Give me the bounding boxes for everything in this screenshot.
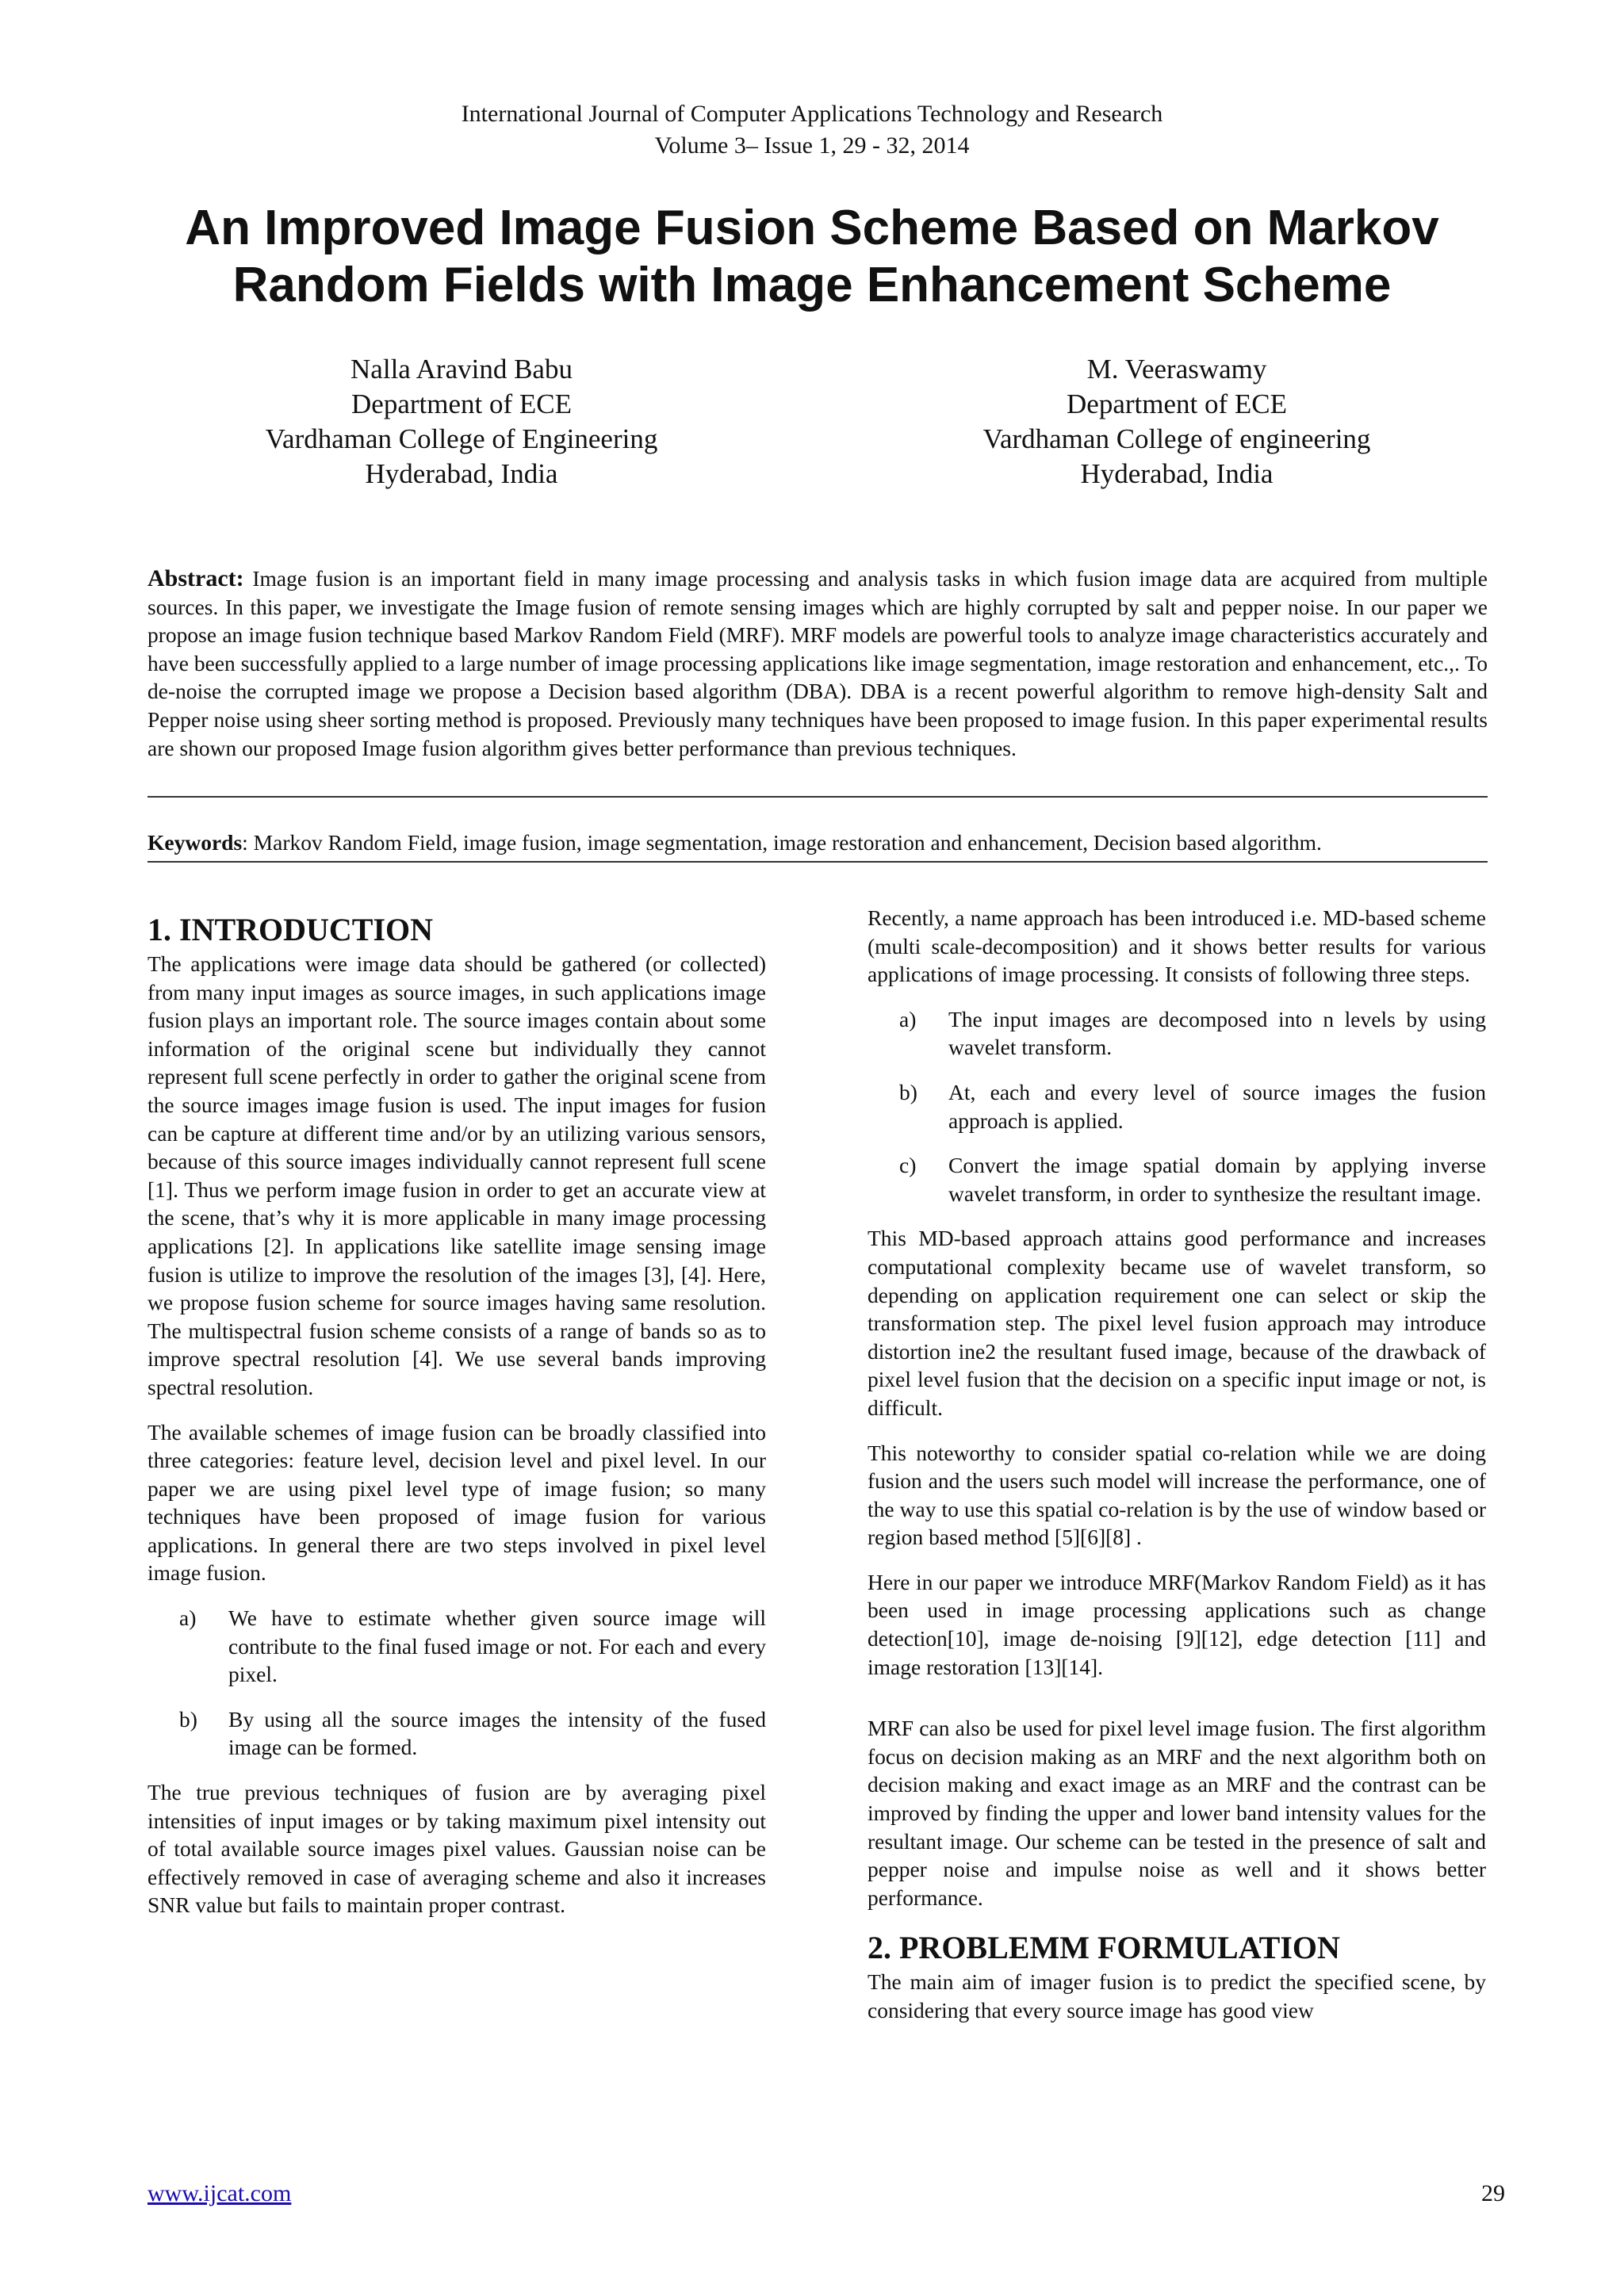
author-department: Department of ECE: [351, 388, 572, 419]
list-item: [868, 1005, 1486, 1062]
author-college: Vardhaman College of engineering: [982, 423, 1371, 454]
keywords-text: : Markov Random Field, image fusion, image segmentation, image restoration and enhancement, Decision based algorithm.: [242, 830, 1322, 855]
keywords-label: Keywords: [147, 830, 243, 855]
author-college: Vardhaman College of Engineering: [265, 423, 658, 454]
list-marker: c): [899, 1153, 917, 1178]
journal-website-link[interactable]: www.ijcat.com: [147, 2180, 292, 2206]
abstract-divider: [147, 796, 1488, 798]
intro-paragraph-2: The available schemes of image fusion can be broadly classified into three categories: feature level, decision level and pixel level. In our paper we are using pixel level type of image fusion; so many techniques have been proposed of image fusion for various applications. In general there are two steps involved in pixel level image fusion.: [147, 1419, 766, 1586]
left-column: [147, 910, 766, 1936]
list-marker: a): [899, 1006, 917, 1031]
right-paragraph-3: This noteworthy to consider spatial co-relation while we are doing fusion and the users such model will increase the performance, one of the way to use this spatial co-relation is by the use of window based or region based method [5][6][8] .: [868, 1440, 1486, 1550]
abstract: [147, 564, 1488, 762]
journal-volume: Volume 3– Issue 1, 29 - 32, 2014: [654, 132, 970, 159]
section-heading-problem-formulation: 2. PROBLEMM FORMULATION: [868, 1930, 1340, 1966]
page-number: 29: [1481, 2180, 1505, 2206]
abstract-text: Image fusion is an important field in many image processing and analysis tasks in which fusion image data are acquired from multiple sources. In this paper, we investigate the Image fusion of remote sensing images which are highly corrupted by salt and pepper noise. In our paper we propose an image fusion technique based Markov Random Field (MRF). MRF models are powerful tools to analyze image characteristics accurately and have been successfully applied to a large number of image processing applications like image segmentation, image restoration and enhancement, etc.,. To de-noise the corrupted image we propose a Decision based algorithm (DBA). DBA is a recent powerful algorithm to remove high-density Salt and Pepper noise using sheer sorting method is proposed. Previously many techniques have been proposed to image fusion. In this paper experimental results are shown our proposed Image fusion algorithm gives better performance than previous techniques.: [147, 566, 1488, 760]
intro-paragraph-1: The applications were image data should be gathered (or collected) from many input images as source images, in such applications image fusion plays an important role. The source images contain about some information of the original scene but individually they cannot represent full scene perfectly in order to gather the original scene from the source images image fusion is used. The input images for fusion can be capture at different time and/or by an utilizing various sensors, because of this source images individually cannot represent full scene [1]. Thus we perform image fusion in order to get an accurate view at the scene, that’s why it is more applicable in many image processing applications [2]. In applications like satellite image sensing image fusion is utilize to improve the resolution of the images [3], [4]. Here, we propose fusion scheme for source images having same resolution. The multispectral fusion scheme consists of a range of bands so as to improve spectral resolution [4]. We use several bands improving spectral resolution.: [147, 951, 766, 1399]
paper-title: [119, 200, 1505, 314]
list-item: [147, 1705, 766, 1762]
list-item: [868, 1151, 1486, 1207]
list-item-text: Convert the image spatial domain by applying inverse wavelet transform, in order to synthesize the resultant image.: [948, 1153, 1486, 1206]
list-marker: b): [899, 1079, 917, 1104]
author-name: M. Veeraswamy: [1086, 354, 1267, 385]
list-item-text: By using all the source images the intensity of the fused image can be formed.: [228, 1706, 766, 1760]
list-marker: b): [179, 1706, 197, 1732]
author-location: Hyderabad, India: [365, 458, 558, 489]
abstract-label: Abstract:: [147, 565, 244, 591]
keywords: [147, 828, 1511, 857]
journal-header: [0, 98, 1624, 162]
author-location: Hyderabad, India: [1080, 458, 1274, 489]
author-name: Nalla Aravind Babu: [350, 354, 573, 385]
list-item: [147, 1604, 766, 1689]
right-paragraph-1: Recently, a name approach has been introduced i.e. MD-based scheme (multi scale-decomposition) and it shows better results for various applications of image processing. It consists of following three steps.: [868, 905, 1486, 987]
author-2-block: [899, 352, 1454, 492]
right-paragraph-5: MRF can also be used for pixel level image fusion. The first algorithm focus on decision making as an MRF and the next algorithm both on decision making and exact image as an MRF and the contrast can be improved by finding the upper and lower band intensity values for the resultant image. Our scheme can be tested in the presence of salt and pepper noise and impulse noise as well and it shows better performance.: [868, 1716, 1486, 1910]
list-item-text: We have to estimate whether given source image will contribute to the final fused image or not. For each and every pixel.: [228, 1605, 766, 1687]
keywords-divider: [147, 861, 1488, 863]
section-heading-introduction: 1. INTRODUCTION: [147, 912, 434, 947]
title-line-1: An Improved Image Fusion Scheme Based on Markov: [185, 201, 1439, 255]
journal-name: International Journal of Computer Applications Technology and Research: [461, 101, 1163, 127]
author-1-block: [184, 352, 739, 492]
right-paragraph-6: The main aim of imager fusion is to predict the specified scene, by considering that every source image has good view: [868, 1969, 1486, 2022]
right-paragraph-2: This MD-based approach attains good performance and increases computational complexity became use of wavelet transform, so depending on application requirement one can select or skip the transformation step. The pixel level fusion approach may introduce distortion ine2 the resultant fused image, because of the drawback of pixel level fusion that the decision on a specific input image or not, is difficult.: [868, 1226, 1486, 1420]
list-marker: a): [179, 1605, 197, 1631]
intro-paragraph-3: The true previous techniques of fusion are by averaging pixel intensities of input images or by taking maximum pixel intensity out of total available source images pixel values. Gaussian noise can be effectively removed in case of averaging scheme and also it increases SNR value but fails to maintain proper contrast.: [147, 1780, 766, 1918]
list-item: [868, 1078, 1486, 1135]
right-column: [868, 904, 1486, 2042]
list-item-text: The input images are decomposed into n levels by using wavelet transform.: [948, 1006, 1486, 1060]
title-line-2: Random Fields with Image Enhancement Scheme: [232, 258, 1392, 312]
list-item-text: At, each and every level of source images the fusion approach is applied.: [948, 1079, 1486, 1133]
author-department: Department of ECE: [1067, 388, 1287, 419]
right-paragraph-4: Here in our paper we introduce MRF(Markov Random Field) as it has been used in image processing applications such as change detection[10], image de-noising [9][12], edge detection [11] and image restoration [13][14].: [868, 1569, 1486, 1679]
